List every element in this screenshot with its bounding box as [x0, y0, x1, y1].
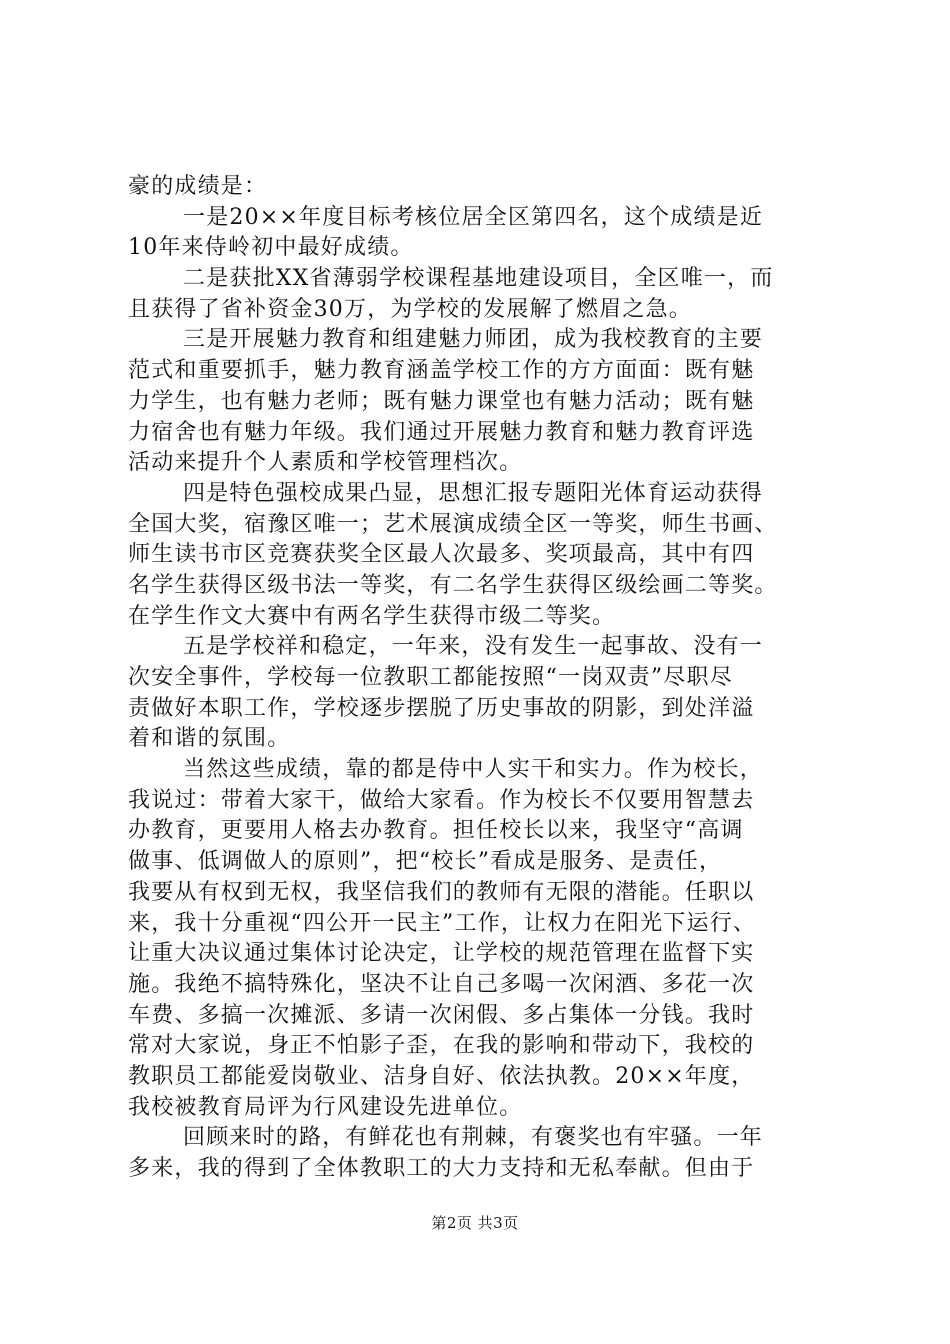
- text-line: 我要从有权到无权，我坚信我们的教师有无限的潜能。任职以: [128, 879, 755, 905]
- text-line: 回顾来时的路，有鲜花也有荆棘，有褒奖也有牢骚。一年: [183, 1125, 764, 1151]
- text-line: 一是20××年度目标考核位居全区第四名，这个成绩是近: [183, 204, 764, 230]
- text-line: 四是特色强校成果凸显，思想汇报专题阳光体育运动获得: [183, 480, 764, 506]
- document-body: [128, 172, 834, 1185]
- text-line: 责做好本职工作，学校逐步摆脱了历史事故的阴影，到处洋溢: [128, 695, 755, 721]
- page-footer: 第2页 共3页: [431, 1214, 519, 1232]
- text-line: 且获得了省补资金30万，为学校的发展解了燃眉之急。: [128, 296, 692, 322]
- text-line: 办教育，更要用人格去办教育。担任校长以来，我坚守“高调: [128, 818, 744, 844]
- text-line: 五是学校祥和稳定，一年来，没有发生一起事故、没有一: [183, 634, 764, 660]
- text-line: 名学生获得区级书法一等奖，有二名学生获得区级绘画二等奖。: [128, 572, 778, 598]
- text-line: 让重大决议通过集体讨论决定，让学校的规范管理在监督下实: [128, 941, 755, 967]
- text-line: 豪的成绩是：: [128, 174, 268, 199]
- text-line: 二是获批XX省薄弱学校课程基地建设项目，全区唯一，而: [183, 266, 774, 292]
- text-line: 我校被教育局评为行风建设先进单位。: [128, 1094, 523, 1120]
- text-line: 施。我绝不搞特殊化，坚决不让自己多喝一次闲酒、多花一次: [128, 971, 755, 997]
- text-line: 师生读书市区竞赛获奖全区最人次最多、奖项最高，其中有四: [128, 542, 755, 568]
- text-line: 次安全事件，学校每一位教职工都能按照“一岗双责”尽职尽: [128, 665, 733, 690]
- text-line: 我说过：带着大家干，做给大家看。作为校长不仅要用智慧去: [128, 787, 755, 813]
- text-line: 教职员工都能爱岗敬业、洁身自好、依法执教。20××年度，: [128, 1063, 755, 1089]
- text-line: 三是开展魅力教育和组建魅力师团，成为我校教育的主要: [183, 327, 764, 353]
- text-line: 力学生，也有魅力老师；既有魅力课堂也有魅力活动；既有魅: [128, 388, 755, 414]
- text-line: 范式和重要抓手，魅力教育涵盖学校工作的方方面面：既有魅: [128, 358, 755, 384]
- text-line: 来，我十分重视“四公开一民主”工作，让权力在阳光下运行、: [128, 910, 757, 936]
- text-line: 全国大奖，宿豫区唯一；艺术展演成绩全区一等奖，师生书画、: [128, 511, 778, 537]
- text-line: 多来，我的得到了全体教职工的大力支持和无私奉献。但由于: [128, 1156, 755, 1181]
- text-line: 做事、低调做人的原则”，把“校长”看成是服务、是责任，: [128, 849, 723, 875]
- text-line: 10年来侍岭初中最好成绩。: [128, 235, 414, 261]
- text-line: 车费、多搞一次摊派、多请一次闲假、多占集体一分钱。我时: [128, 1002, 755, 1028]
- text-line: 着和谐的氛围。: [128, 726, 291, 752]
- text-line: 活动来提升个人素质和学校管理档次。: [128, 450, 523, 476]
- text-line: 在学生作文大赛中有两名学生获得市级二等奖。: [128, 603, 616, 629]
- text-line: 常对大家说，身正不怕影子歪，在我的影响和带动下，我校的: [128, 1033, 755, 1059]
- text-line: 当然这些成绩，靠的都是侍中人实干和实力。作为校长，: [183, 757, 764, 783]
- text-line: 力宿舍也有魅力年级。我们通过开展魅力教育和魅力教育评选: [128, 419, 755, 445]
